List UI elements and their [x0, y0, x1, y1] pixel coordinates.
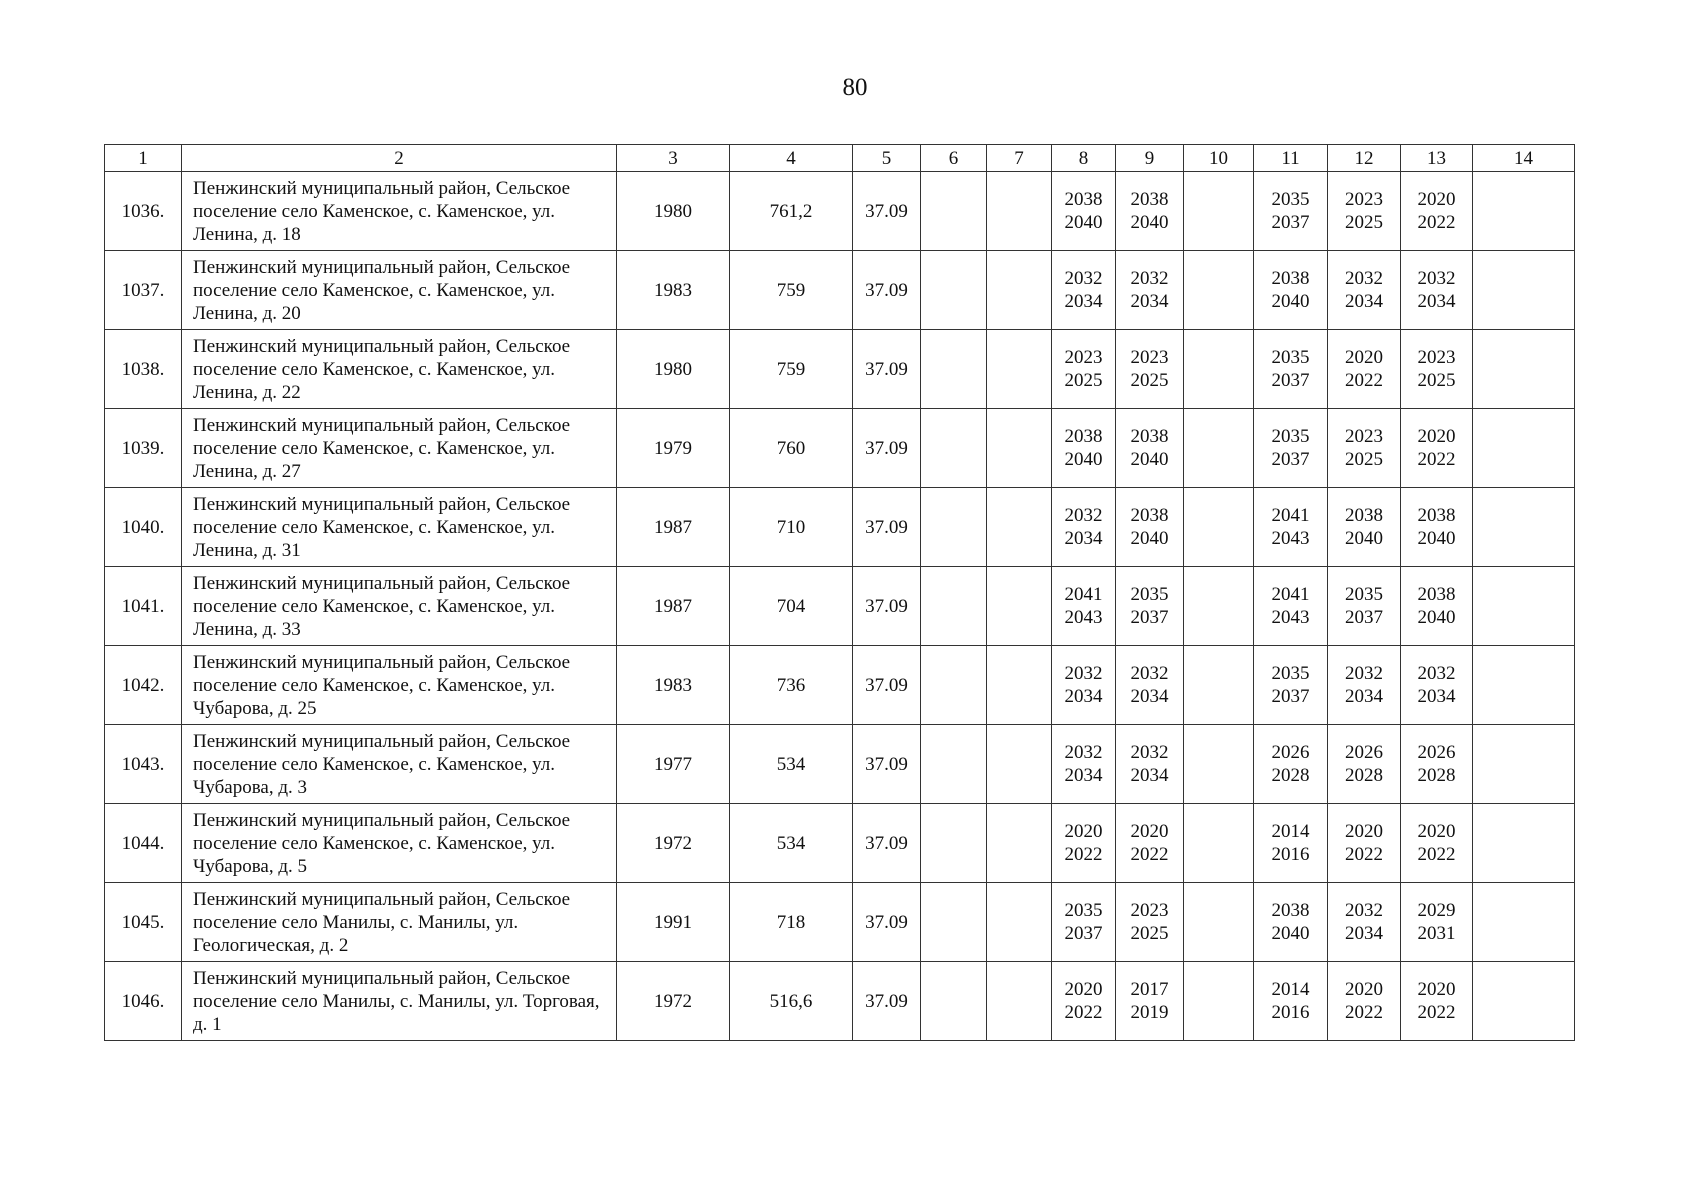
- col-9-cell: 2017 2019: [1116, 962, 1184, 1041]
- col-13-cell: 2029 2031: [1401, 883, 1473, 962]
- code-cell: 37.09: [853, 488, 921, 567]
- col-7-cell: [987, 646, 1052, 725]
- col-13-cell: 2023 2025: [1401, 330, 1473, 409]
- table-row: [105, 646, 1575, 725]
- col-9-cell: 2032 2034: [1116, 725, 1184, 804]
- row-number-cell: 1039.: [105, 409, 182, 488]
- col-10-cell: [1184, 330, 1254, 409]
- table-row: [105, 172, 1575, 251]
- col-6-cell: [921, 804, 987, 883]
- col-8-cell: 2041 2043: [1052, 567, 1116, 646]
- area-cell: 516,6: [730, 962, 853, 1041]
- col-9-cell: 2023 2025: [1116, 883, 1184, 962]
- table-row: [105, 567, 1575, 646]
- address-cell: Пенжинский муниципальный район, Сельское поселение село Каменское, с. Каменское, ул. Ленина, д. 22: [182, 330, 617, 409]
- col-8-cell: 2035 2037: [1052, 883, 1116, 962]
- area-cell: 718: [730, 883, 853, 962]
- col-12-cell: 2038 2040: [1328, 488, 1401, 567]
- col-9-cell: 2038 2040: [1116, 172, 1184, 251]
- area-cell: 759: [730, 251, 853, 330]
- col-9-cell: 2032 2034: [1116, 646, 1184, 725]
- col-8-cell: 2032 2034: [1052, 488, 1116, 567]
- row-number-cell: 1044.: [105, 804, 182, 883]
- col-12-cell: 2023 2025: [1328, 409, 1401, 488]
- build-year-cell: 1991: [617, 883, 730, 962]
- col-12-cell: 2032 2034: [1328, 646, 1401, 725]
- area-cell: 759: [730, 330, 853, 409]
- address-cell: Пенжинский муниципальный район, Сельское поселение село Манилы, с. Манилы, ул. Геологическая, д. 2: [182, 883, 617, 962]
- registry-table: [104, 144, 1575, 1041]
- col-14-cell: [1473, 409, 1575, 488]
- col-13-cell: 2020 2022: [1401, 409, 1473, 488]
- column-header-4: 4: [730, 145, 853, 172]
- col-7-cell: [987, 804, 1052, 883]
- build-year-cell: 1980: [617, 172, 730, 251]
- col-12-cell: 2035 2037: [1328, 567, 1401, 646]
- table-row: [105, 804, 1575, 883]
- col-13-cell: 2032 2034: [1401, 251, 1473, 330]
- col-10-cell: [1184, 883, 1254, 962]
- col-11-cell: 2035 2037: [1254, 646, 1328, 725]
- code-cell: 37.09: [853, 883, 921, 962]
- col-10-cell: [1184, 725, 1254, 804]
- address-cell: Пенжинский муниципальный район, Сельское поселение село Каменское, с. Каменское, ул. Чубарова, д. 3: [182, 725, 617, 804]
- col-6-cell: [921, 488, 987, 567]
- col-7-cell: [987, 488, 1052, 567]
- column-header-7: 7: [987, 145, 1052, 172]
- col-10-cell: [1184, 409, 1254, 488]
- build-year-cell: 1983: [617, 646, 730, 725]
- row-number-cell: 1041.: [105, 567, 182, 646]
- address-cell: Пенжинский муниципальный район, Сельское поселение село Каменское, с. Каменское, ул. Ленина, д. 18: [182, 172, 617, 251]
- col-10-cell: [1184, 646, 1254, 725]
- build-year-cell: 1980: [617, 330, 730, 409]
- area-cell: 534: [730, 804, 853, 883]
- col-13-cell: 2020 2022: [1401, 962, 1473, 1041]
- col-8-cell: 2038 2040: [1052, 409, 1116, 488]
- column-header-3: 3: [617, 145, 730, 172]
- address-cell: Пенжинский муниципальный район, Сельское поселение село Каменское, с. Каменское, ул. Чубарова, д. 5: [182, 804, 617, 883]
- build-year-cell: 1977: [617, 725, 730, 804]
- col-10-cell: [1184, 251, 1254, 330]
- col-12-cell: 2026 2028: [1328, 725, 1401, 804]
- table-row: [105, 409, 1575, 488]
- table-row: [105, 962, 1575, 1041]
- col-9-cell: 2032 2034: [1116, 251, 1184, 330]
- col-12-cell: 2032 2034: [1328, 883, 1401, 962]
- col-10-cell: [1184, 488, 1254, 567]
- col-10-cell: [1184, 172, 1254, 251]
- column-header-10: 10: [1184, 145, 1254, 172]
- col-11-cell: 2038 2040: [1254, 251, 1328, 330]
- row-number-cell: 1036.: [105, 172, 182, 251]
- table-body: [105, 172, 1575, 1041]
- col-13-cell: 2026 2028: [1401, 725, 1473, 804]
- col-7-cell: [987, 172, 1052, 251]
- row-number-cell: 1042.: [105, 646, 182, 725]
- col-11-cell: 2014 2016: [1254, 804, 1328, 883]
- col-13-cell: 2020 2022: [1401, 172, 1473, 251]
- col-11-cell: 2026 2028: [1254, 725, 1328, 804]
- col-6-cell: [921, 962, 987, 1041]
- col-7-cell: [987, 962, 1052, 1041]
- row-number-cell: 1043.: [105, 725, 182, 804]
- row-number-cell: 1038.: [105, 330, 182, 409]
- header-row: [105, 145, 1575, 172]
- col-8-cell: 2032 2034: [1052, 646, 1116, 725]
- col-8-cell: 2020 2022: [1052, 804, 1116, 883]
- col-7-cell: [987, 883, 1052, 962]
- col-13-cell: 2032 2034: [1401, 646, 1473, 725]
- build-year-cell: 1972: [617, 962, 730, 1041]
- col-12-cell: 2020 2022: [1328, 804, 1401, 883]
- code-cell: 37.09: [853, 251, 921, 330]
- area-cell: 704: [730, 567, 853, 646]
- col-6-cell: [921, 251, 987, 330]
- col-7-cell: [987, 409, 1052, 488]
- col-6-cell: [921, 725, 987, 804]
- col-8-cell: 2038 2040: [1052, 172, 1116, 251]
- row-number-cell: 1045.: [105, 883, 182, 962]
- col-6-cell: [921, 172, 987, 251]
- table-row: [105, 330, 1575, 409]
- col-14-cell: [1473, 172, 1575, 251]
- col-10-cell: [1184, 962, 1254, 1041]
- column-header-2: 2: [182, 145, 617, 172]
- col-6-cell: [921, 883, 987, 962]
- area-cell: 761,2: [730, 172, 853, 251]
- col-9-cell: 2020 2022: [1116, 804, 1184, 883]
- row-number-cell: 1037.: [105, 251, 182, 330]
- column-header-8: 8: [1052, 145, 1116, 172]
- area-cell: 736: [730, 646, 853, 725]
- col-7-cell: [987, 725, 1052, 804]
- col-14-cell: [1473, 962, 1575, 1041]
- col-7-cell: [987, 330, 1052, 409]
- col-9-cell: 2038 2040: [1116, 488, 1184, 567]
- code-cell: 37.09: [853, 409, 921, 488]
- build-year-cell: 1972: [617, 804, 730, 883]
- column-header-13: 13: [1401, 145, 1473, 172]
- col-11-cell: 2014 2016: [1254, 962, 1328, 1041]
- table-row: [105, 251, 1575, 330]
- build-year-cell: 1983: [617, 251, 730, 330]
- col-7-cell: [987, 251, 1052, 330]
- col-11-cell: 2041 2043: [1254, 567, 1328, 646]
- col-14-cell: [1473, 330, 1575, 409]
- col-12-cell: 2020 2022: [1328, 962, 1401, 1041]
- col-11-cell: 2038 2040: [1254, 883, 1328, 962]
- area-cell: 534: [730, 725, 853, 804]
- code-cell: 37.09: [853, 646, 921, 725]
- area-cell: 760: [730, 409, 853, 488]
- column-header-12: 12: [1328, 145, 1401, 172]
- address-cell: Пенжинский муниципальный район, Сельское поселение село Каменское, с. Каменское, ул. Чубарова, д. 25: [182, 646, 617, 725]
- col-10-cell: [1184, 567, 1254, 646]
- code-cell: 37.09: [853, 962, 921, 1041]
- table-row: [105, 883, 1575, 962]
- build-year-cell: 1987: [617, 567, 730, 646]
- col-6-cell: [921, 409, 987, 488]
- row-number-cell: 1040.: [105, 488, 182, 567]
- col-13-cell: 2038 2040: [1401, 567, 1473, 646]
- column-header-1: 1: [105, 145, 182, 172]
- col-12-cell: 2023 2025: [1328, 172, 1401, 251]
- column-header-5: 5: [853, 145, 921, 172]
- col-14-cell: [1473, 804, 1575, 883]
- address-cell: Пенжинский муниципальный район, Сельское поселение село Каменское, с. Каменское, ул. Ленина, д. 27: [182, 409, 617, 488]
- col-14-cell: [1473, 251, 1575, 330]
- col-10-cell: [1184, 804, 1254, 883]
- col-7-cell: [987, 567, 1052, 646]
- col-13-cell: 2020 2022: [1401, 804, 1473, 883]
- col-9-cell: 2023 2025: [1116, 330, 1184, 409]
- col-6-cell: [921, 646, 987, 725]
- code-cell: 37.09: [853, 725, 921, 804]
- col-8-cell: 2023 2025: [1052, 330, 1116, 409]
- code-cell: 37.09: [853, 172, 921, 251]
- col-11-cell: 2035 2037: [1254, 409, 1328, 488]
- column-header-14: 14: [1473, 145, 1575, 172]
- col-14-cell: [1473, 567, 1575, 646]
- address-cell: Пенжинский муниципальный район, Сельское поселение село Каменское, с. Каменское, ул. Ленина, д. 31: [182, 488, 617, 567]
- build-year-cell: 1979: [617, 409, 730, 488]
- col-8-cell: 2020 2022: [1052, 962, 1116, 1041]
- table-row: [105, 488, 1575, 567]
- area-cell: 710: [730, 488, 853, 567]
- column-header-9: 9: [1116, 145, 1184, 172]
- col-13-cell: 2038 2040: [1401, 488, 1473, 567]
- address-cell: Пенжинский муниципальный район, Сельское поселение село Манилы, с. Манилы, ул. Торговая, д. 1: [182, 962, 617, 1041]
- address-cell: Пенжинский муниципальный район, Сельское поселение село Каменское, с. Каменское, ул. Ленина, д. 20: [182, 251, 617, 330]
- col-14-cell: [1473, 646, 1575, 725]
- code-cell: 37.09: [853, 804, 921, 883]
- col-9-cell: 2038 2040: [1116, 409, 1184, 488]
- col-6-cell: [921, 330, 987, 409]
- address-cell: Пенжинский муниципальный район, Сельское поселение село Каменское, с. Каменское, ул. Ленина, д. 33: [182, 567, 617, 646]
- code-cell: 37.09: [853, 567, 921, 646]
- page-number: 80: [842, 74, 868, 101]
- col-14-cell: [1473, 883, 1575, 962]
- col-14-cell: [1473, 725, 1575, 804]
- col-9-cell: 2035 2037: [1116, 567, 1184, 646]
- col-14-cell: [1473, 488, 1575, 567]
- col-8-cell: 2032 2034: [1052, 725, 1116, 804]
- col-11-cell: 2035 2037: [1254, 330, 1328, 409]
- row-number-cell: 1046.: [105, 962, 182, 1041]
- col-6-cell: [921, 567, 987, 646]
- col-11-cell: 2041 2043: [1254, 488, 1328, 567]
- col-12-cell: 2032 2034: [1328, 251, 1401, 330]
- code-cell: 37.09: [853, 330, 921, 409]
- build-year-cell: 1987: [617, 488, 730, 567]
- col-12-cell: 2020 2022: [1328, 330, 1401, 409]
- column-header-6: 6: [921, 145, 987, 172]
- col-11-cell: 2035 2037: [1254, 172, 1328, 251]
- column-header-11: 11: [1254, 145, 1328, 172]
- col-8-cell: 2032 2034: [1052, 251, 1116, 330]
- table-row: [105, 725, 1575, 804]
